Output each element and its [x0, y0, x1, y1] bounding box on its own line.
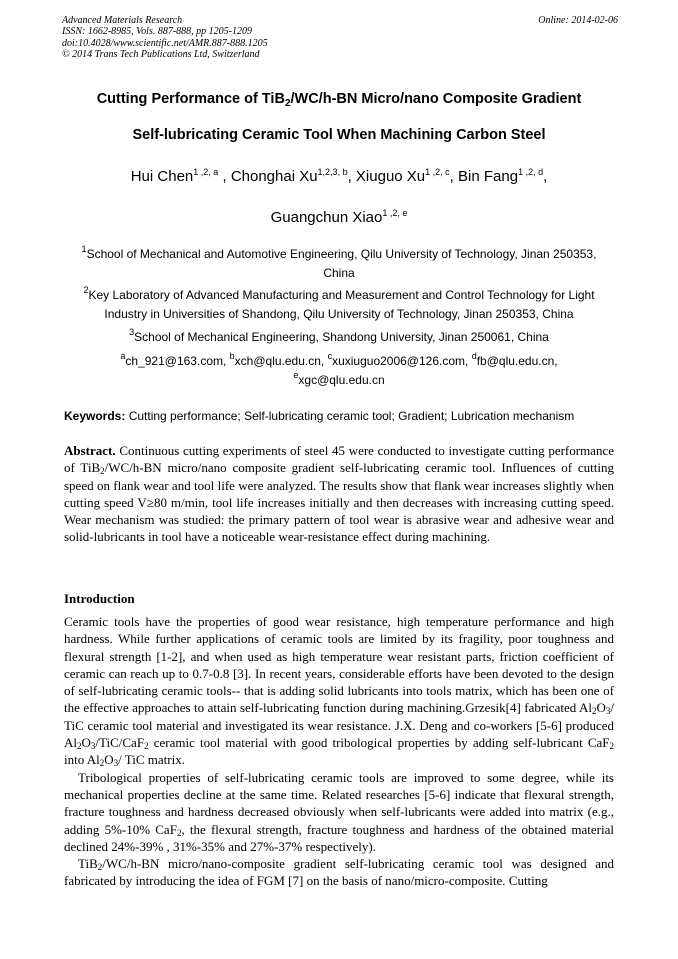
- affiliation-2: $^2$Key Laboratory of Advanced Manufacturing and Measurement and Control Technology for Light Industry in Universities of Shandong, Qilu University of Technology, Jinan 250353, China: [83, 285, 595, 321]
- author-name: Xiuguo Xu: [355, 168, 426, 185]
- doi-line: doi:10.4028/www.scientific.net/AMR.887-888.1205: [62, 37, 268, 49]
- paragraph: Ceramic tools have the properties of good wear resistance, high temperature performance and high hardness. While further applications of ceramic tools are limited by its fragility, poor toughness and flexural strength [1-2], and when used as high temperature wear resistant parts, friction coefficient of ceramic can reach up to 0.7-0.8 [3]. In recent years, considerable efforts have been devoted to the design of self-lubricating ceramic tools-- that is adding solid lubricants into tools matrix, which has been one of the effective approaches to attain self-lubricating function during machining.Grzesik[4] fabricated $Al_2O_3/$ TiC ceramic tool material and investigated its wear resistance. J.X. Deng and co-workers [5-6] produced $Al_2O_3/TiC/CaF_2$ ceramic tool material with good tribological properties by adding self-lubricant CaF$_2$ into $Al_2O_3/$ TiC matrix.: [64, 614, 614, 769]
- keywords: [64, 409, 624, 423]
- author-name: Hui Chen: [130, 168, 194, 185]
- author-list-line-2: Guangchun Xiao$^{1 ,2, e}$: [270, 208, 408, 226]
- copyright-line: © 2014 Trans Tech Publications Ltd, Switzerland: [62, 49, 260, 61]
- paper-title-line-1: Cutting Performance of TiB$_2$/WC/h-BN Micro/nano Composite Gradient: [96, 91, 582, 109]
- abstract: Abstract. Continuous cutting experiments of steel 45 were conducted to investigate cutting performance of TiB$_2$/WC/h-BN micro/nano composite gradient self-lubricating ceramic tool. Influences of cutting speed on flank wear and tool life were analyzed. The results show that flank wear increases slightly when cutting speed V≥80 m/min, tool life increases initially and then decreases with increasing cutting speed. Wear mechanism was studied: the primary pattern of tool wear is abrasive wear and adhesive wear and solid-lubricants in tool have a noticeable wear-resistance effect during machining.: [64, 443, 614, 545]
- affiliation-1: $^1$School of Mechanical and Automotive Engineering, Qilu University of Technology, Jinan 250353, China: [81, 244, 597, 280]
- introduction-body: [64, 613, 614, 890]
- author-name: Guangchun Xiao: [270, 209, 383, 226]
- author-name: Bin Fang: [458, 168, 519, 185]
- keywords-label: Keywords:: [64, 409, 126, 423]
- online-date: Online: 2014-02-06: [538, 15, 618, 26]
- author-name: Chonghai Xu: [230, 168, 318, 185]
- author-list-line-1: Hui Chen$^{1 ,2, a}$ , Chonghai Xu$^{1,2,3, b}$, Xiuguo Xu$^{1 ,2, c}$, Bin Fang$^{1 ,2, d}$,: [130, 167, 548, 185]
- keywords-text: Cutting performance; Self-lubricating ceramic tool; Gradient; Lubrication mechanism: [125, 409, 575, 423]
- journal-name: Advanced Materials Research: [62, 15, 183, 26]
- journal-header: [62, 15, 618, 61]
- email-list: $^a$ch_921@163.com, $^b$xch@qlu.edu.cn, $^c$xuxiuguo2006@126.com, $^d$fb@qlu.edu.cn, $^e$xgc@qlu.edu.cn: [120, 351, 558, 387]
- paper-title-line-2: Self-lubricating Ceramic Tool When Machining Carbon Steel: [132, 127, 546, 143]
- issn-line: ISSN: 1662-8985, Vols. 887-888, pp 1205-1209: [62, 26, 252, 38]
- affiliation-3: $^3$School of Mechanical Engineering, Shandong University, Jinan 250061, China: [129, 327, 549, 344]
- section-heading-introduction: Introduction: [64, 591, 135, 606]
- paragraph: TiB$_2$/WC/h-BN micro/nano-composite gradient self-lubricating ceramic tool was designed and fabricated by introducing the idea of FGM [7] on the basis of nano/micro-composite. Cutting: [64, 856, 614, 889]
- abstract-label: Abstract.: [64, 443, 116, 458]
- paragraph: Tribological properties of self-lubricating ceramic tools are improved to some degree, while its mechanical properties decline at the same time. Related researches [5-6] indicate that flexural strength, fracture toughness and hardness decreased obviously when self-lubricants were added into matrix (e.g., adding 5%-10% CaF$_2$, the flexural strength, fracture toughness and hardness of the obtained material declined 24%-39% , 31%-35% and 27%-37% respectively).: [64, 769, 614, 854]
